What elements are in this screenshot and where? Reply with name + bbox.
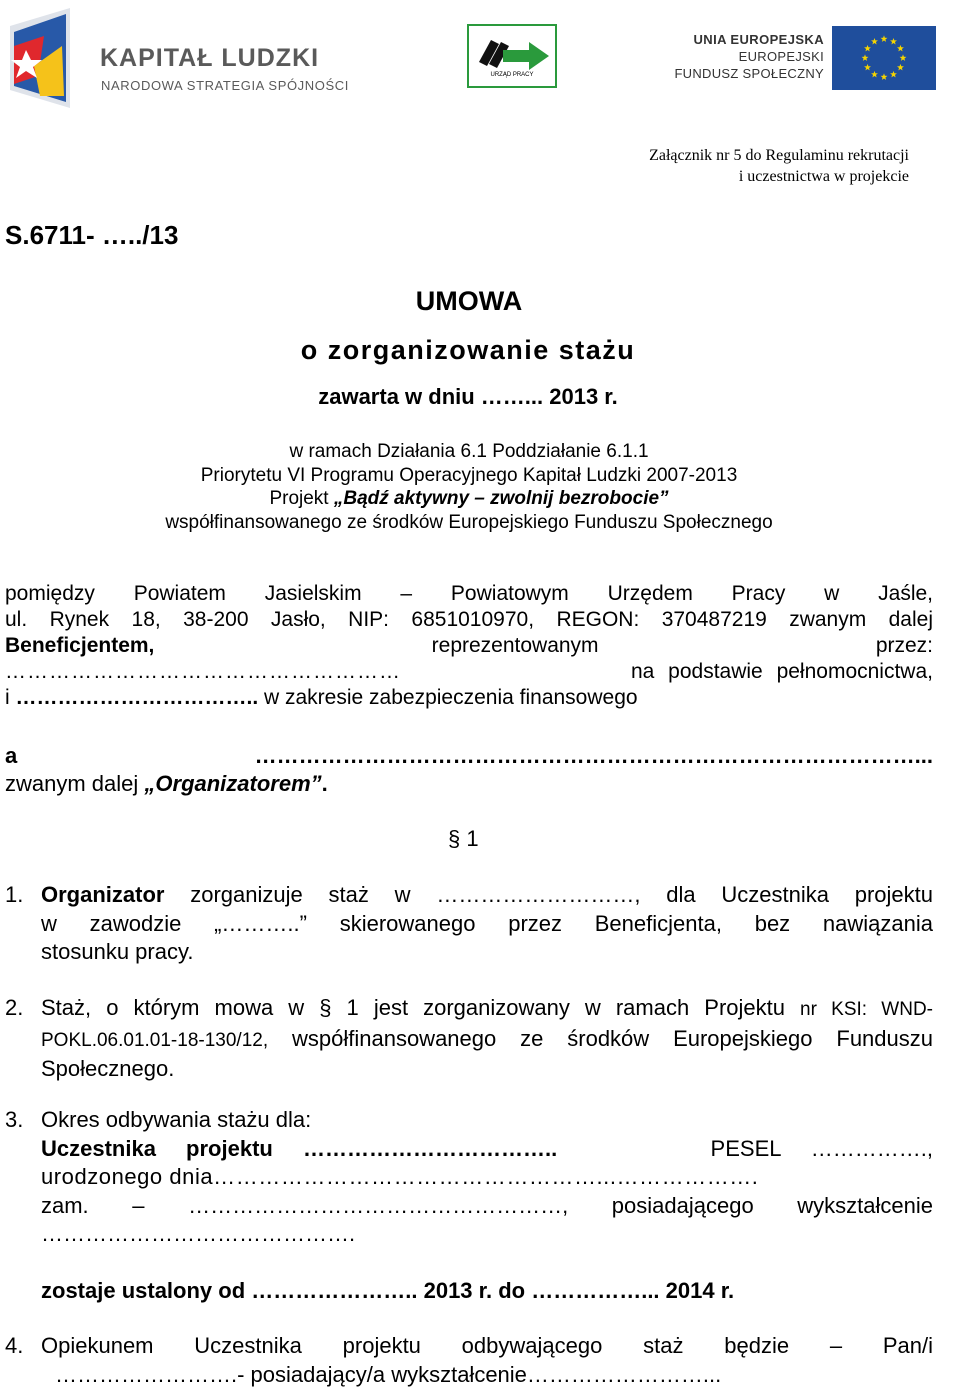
- item-3-line4: zam. – ……………………………………………, posiadającego wykształcenie: [41, 1192, 933, 1218]
- item-2-line2-rest: współfinansowanego ze środków Europejskiego Funduszu: [268, 1025, 933, 1051]
- item-1: [41, 881, 933, 967]
- contract-subtitle: o zorganizowanie stażu: [300, 335, 636, 365]
- kapital-ludzki-title: KAPITAŁ LUDZKI: [100, 44, 320, 72]
- annex-line1: Załącznik nr 5 do Regulaminu rekrutacji: [649, 147, 909, 164]
- organizer-line1: [5, 742, 933, 770]
- reference-number: S.6711- …../13: [5, 220, 179, 250]
- item-2-line3: Społecznego.: [41, 1056, 175, 1081]
- annex-line2: i uczestnictwa w projekcie: [738, 168, 909, 185]
- organizer-a: a: [5, 743, 18, 768]
- parties-line5-prefix: i: [5, 686, 16, 709]
- program-line2: Priorytetu VI Programu Operacyjnego Kapitał Ludzki 2007-2013: [200, 464, 738, 486]
- organizer-period: .: [321, 771, 328, 796]
- urzad-pracy-logo: [467, 24, 557, 88]
- item-2-line1: [41, 994, 933, 1025]
- eu-flag-icon: [832, 26, 936, 90]
- parties-line5: [5, 685, 933, 711]
- financial-rep-placeholder: ……………………………..: [15, 686, 259, 709]
- section-heading: § 1: [448, 826, 479, 851]
- beneficjent-label: Beneficjentem,: [5, 634, 155, 657]
- item-3: [41, 1106, 933, 1305]
- item-4: [41, 1332, 933, 1389]
- parties-line4: [5, 659, 933, 685]
- program-block: [0, 440, 938, 534]
- urzad-pracy-caption: URZĄD PRACY: [490, 72, 534, 78]
- item-3-period: zostaje ustalony od ………………….. 2013 r. do ……………... 2014 r.: [41, 1277, 735, 1303]
- pesel-field: PESEL …………….,: [710, 1135, 933, 1161]
- organizer-called-text: zwanym dalej: [5, 771, 145, 796]
- item-1-line3: stosunku pracy.: [41, 939, 194, 964]
- item-1-line2: w zawodzie „………..” skierowanego przez Beneficjenta, bez nawiązania: [41, 910, 933, 936]
- eu-line2: EUROPEJSKI: [738, 49, 824, 64]
- ksi-number-part2: POKL.06.01.01-18-130/12,: [41, 1029, 269, 1051]
- contract-date: zawarta w dniu ……... 2013 r.: [318, 384, 618, 409]
- ksi-number-part1: nr KSI: WND-: [800, 999, 933, 1020]
- parties-block: [5, 581, 933, 711]
- item-3-line2: [41, 1135, 933, 1164]
- kapital-ludzki-logo: [4, 6, 349, 110]
- item-number-3: 3.: [5, 1107, 24, 1132]
- logo-header: [0, 0, 960, 120]
- represented-label: reprezentowanym: [431, 634, 599, 657]
- program-line3: [0, 487, 938, 511]
- organizer-line2: [5, 770, 933, 798]
- organizer-placeholder: ………………………………………………………………………………...: [254, 743, 933, 768]
- item-2-line2: [41, 1025, 933, 1056]
- contract-title: UMOWA: [415, 286, 523, 316]
- program-line1: w ramach Działania 6.1 Poddziałanie 6.1.1: [289, 441, 649, 462]
- eu-line1: UNIA EUROPEJSKA: [693, 32, 824, 47]
- item-3-line5: …………………………………….: [41, 1221, 356, 1246]
- program-project-prefix: Projekt: [269, 488, 334, 509]
- kapital-ludzki-emblem: [4, 6, 76, 110]
- item-2-line1-text: Staż, o którym mowa w § 1 jest zorganizowany w ramach Projektu: [41, 995, 801, 1020]
- by-label: przez:: [875, 634, 933, 657]
- item-4-line2: …………………….- posiadający/a wykształcenie……………………...: [55, 1361, 722, 1387]
- item-number-2: 2.: [5, 995, 24, 1020]
- arrow-icon: [469, 32, 555, 76]
- parties-line1: pomiędzy Powiatem Jasielskim – Powiatowym Urzędem Pracy w Jaśle,: [5, 582, 933, 605]
- participant-label: Uczestnika projektu ……………………………..: [41, 1135, 558, 1161]
- eu-line3: FUNDUSZ SPOŁECZNY: [674, 66, 824, 81]
- annex-note: [489, 145, 909, 187]
- project-name: „Bądź aktywny – zwolnij bezrobocie”: [333, 488, 669, 509]
- item-3-line1: Okres odbywania stażu dla:: [41, 1107, 312, 1132]
- organizer-name: „Organizatorem”: [144, 771, 322, 796]
- power-of-attorney-text: na podstawie pełnomocnictwa,: [630, 660, 933, 683]
- item-1-line1-rest: zorganizuje staż w ………………………, dla Uczestnika projektu: [164, 882, 933, 907]
- parties-line2: ul. Rynek 18, 38-200 Jasło, NIP: 6851010970, REGON: 370487219 zwanym dalej: [5, 608, 933, 631]
- item-3-line3: urodzonego dnia……………………………………………...……………….: [41, 1164, 759, 1189]
- item-2: [41, 994, 933, 1084]
- item-number-1: 1.: [5, 882, 24, 907]
- unia-europejska-logo: [674, 26, 940, 92]
- financial-scope-text: w zakresie zabezpieczenia finansowego: [258, 686, 638, 709]
- item-4-line1: Opiekunem Uczestnika projektu odbywającego staż będzie – Pan/i: [41, 1333, 933, 1358]
- program-line4: współfinansowanego ze środków Europejskiego Funduszu Społecznego: [165, 511, 773, 533]
- item-number-4: 4.: [5, 1333, 24, 1358]
- representative-placeholder: ………………………………………………: [5, 660, 401, 683]
- parties-line3: [5, 633, 933, 659]
- organizer-block: [5, 742, 933, 798]
- item-1-line1: [41, 881, 933, 910]
- kapital-ludzki-subtitle: NARODOWA STRATEGIA SPÓJNOŚCI: [101, 78, 349, 93]
- organizer-word: Organizator: [41, 882, 165, 907]
